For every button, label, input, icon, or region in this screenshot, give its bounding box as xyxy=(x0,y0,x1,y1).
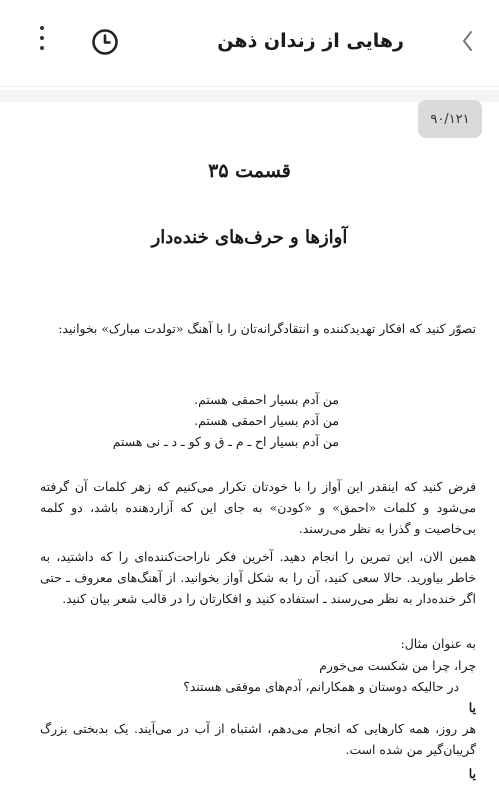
intro-paragraph: تصوّر کنید که افکار تهدیدکننده و انتقادگرانه‌تان را با آهنگ «تولدت مبارک» بخوانید: xyxy=(58,321,476,336)
top-app-bar xyxy=(0,0,499,87)
book-title: رهایی از زندان ذهن xyxy=(217,30,404,52)
example-line: چرا، چرا من شکست می‌خورم xyxy=(319,658,476,673)
clock-icon[interactable] xyxy=(90,27,120,57)
chapter-title: آوازها و حرف‌های خنده‌دار xyxy=(151,227,348,248)
chevron-right-icon[interactable] xyxy=(459,29,477,53)
or-separator: یا xyxy=(468,700,476,715)
paragraph-2: فرض کنید که اینقدر این آواز را با خودتان تکرار می‌کنیم که زهر کلمات آن گرفته می‌شود و کلمات «احمق» و «کودن» به جای این که آزاردهنده باشد، دو کلمه بی‌خاصیت و گذرا به نظر می‌رسند. xyxy=(40,479,476,536)
paragraph-3: همین الان، این تمرین را انجام دهید. آخرین فکر ناراحت‌کننده‌ای را که داشتید، به خاطر بیاورید. حالا سعی کنید، آن را به شکل آواز بخوانید. از آهنگ‌های معروف ـ حتی اگر خنده‌دار به نظر می‌رسند ـ استفاده کنید و افکارتان را در قالب شعر بیان کنید. xyxy=(40,549,476,606)
chapter-number: قسمت ۳۵ xyxy=(208,160,291,182)
song-line: من آدم بسیار اح ـ م ـ ق و کو ـ د ـ نی هستم xyxy=(112,434,339,449)
song-line: من آدم بسیار احمقی هستم. xyxy=(194,413,339,428)
or-separator: یا xyxy=(468,766,476,781)
example-label: به عنوان مثال: xyxy=(400,636,476,651)
paragraph-4: هر روز، همه کارهایی که انجام می‌دهم، اشتباه از آب در می‌آیند. یک بدبختی بزرگ گریبان‌گیر من شده است. xyxy=(40,721,476,757)
more-vertical-icon[interactable] xyxy=(30,26,54,56)
page-indicator: ۹۰/۱۲۱ xyxy=(418,100,482,138)
example-line: در حالیکه دوستان و همکارانم، آدم‌های موفقی هستند؟ xyxy=(183,679,459,694)
song-line: من آدم بسیار احمقی هستم. xyxy=(194,392,339,407)
